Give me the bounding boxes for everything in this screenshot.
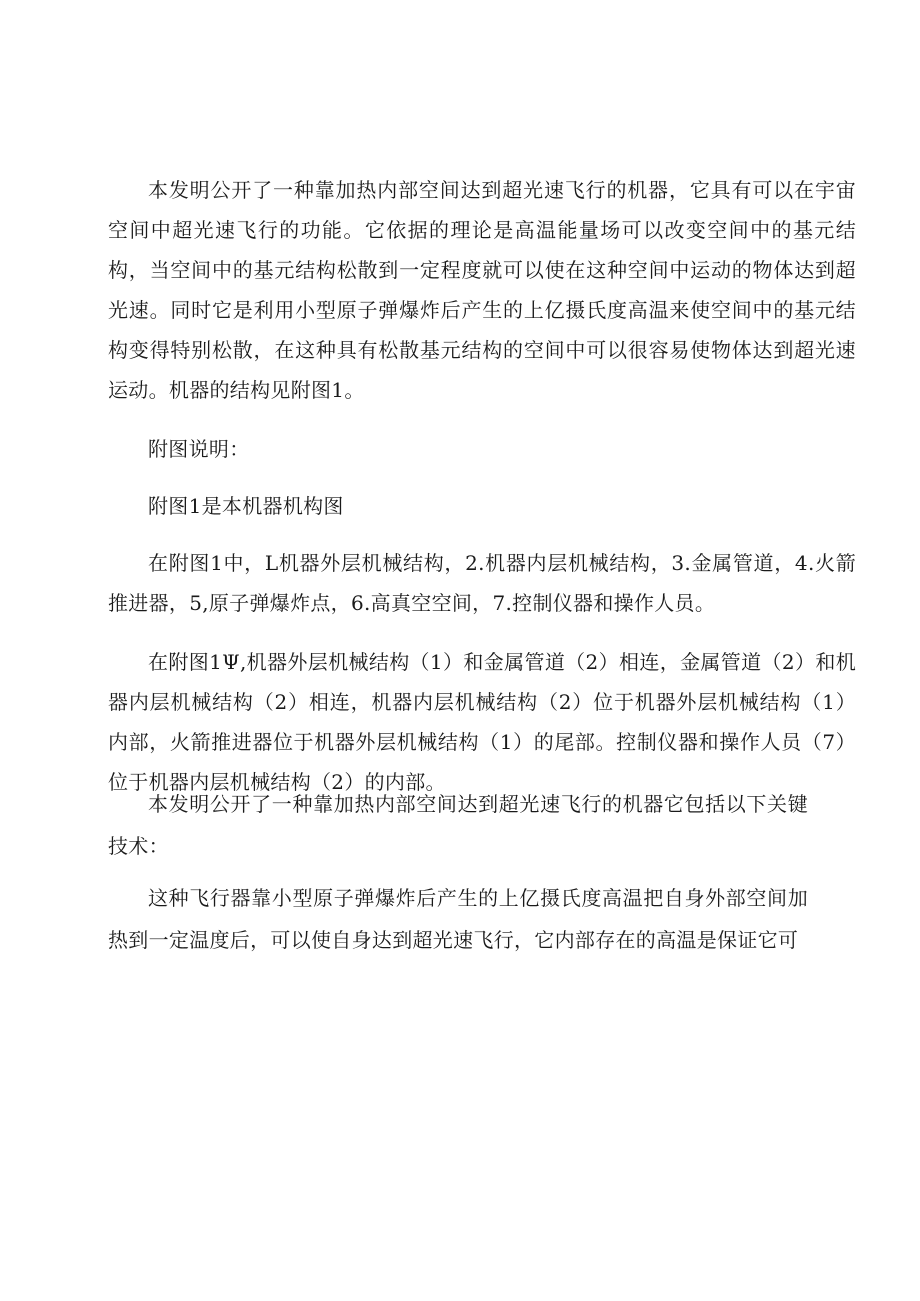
figure-caption: 附图1是本机器机构图: [148, 494, 344, 518]
abstract-section: [108, 170, 856, 821]
parts-list-paragraph: 在附图1中，L机器外层机械结构，2.机器内层机械结构，3.金属管道，4.火箭推进器，5,原子弹爆炸点，6.高真空空间，7.控制仪器和操作人员。: [108, 551, 856, 615]
figure-heading: 附图说明：: [148, 437, 250, 461]
key-technology-section: [108, 783, 808, 971]
technique-paragraph: 这种飞行器靠小型原子弹爆炸后产生的上亿摄氏度高温把自身外部空间加热到一定温度后，可以使自身达到超光速飞行，它内部存在的高温是保证它可: [108, 886, 808, 952]
key-technology-intro: 本发明公开了一种靠加热内部空间达到超光速飞行的机器它包括以下关键技术：: [108, 792, 808, 858]
abstract-paragraph: 本发明公开了一种靠加热内部空间达到超光速飞行的机器，它具有可以在宇宙空间中超光速飞行的功能。它依据的理论是高温能量场可以改变空间中的基元结构，当空间中的基元结构松散到一定程度就可以使在这种空间中运动的物体达到超光速。同时它是利用小型原子弹爆炸后产生的上亿摄氏度高温来使空间中的基元结构变得特别松散，在这种具有松散基元结构的空间中可以很容易使物体达到超光速运动。机器的结构见附图1。: [108, 178, 856, 402]
connections-paragraph: 在附图1Ψ,机器外层机械结构（1）和金属管道（2）相连，金属管道（2）和机器内层机械结构（2）相连，机器内层机械结构（2）位于机器外层机械结构（1）内部，火箭推进器位于机器外层机械结构（1）的尾部。控制仪器和操作人员（7）位于机器内层机械结构（2）的内部。: [108, 650, 856, 794]
